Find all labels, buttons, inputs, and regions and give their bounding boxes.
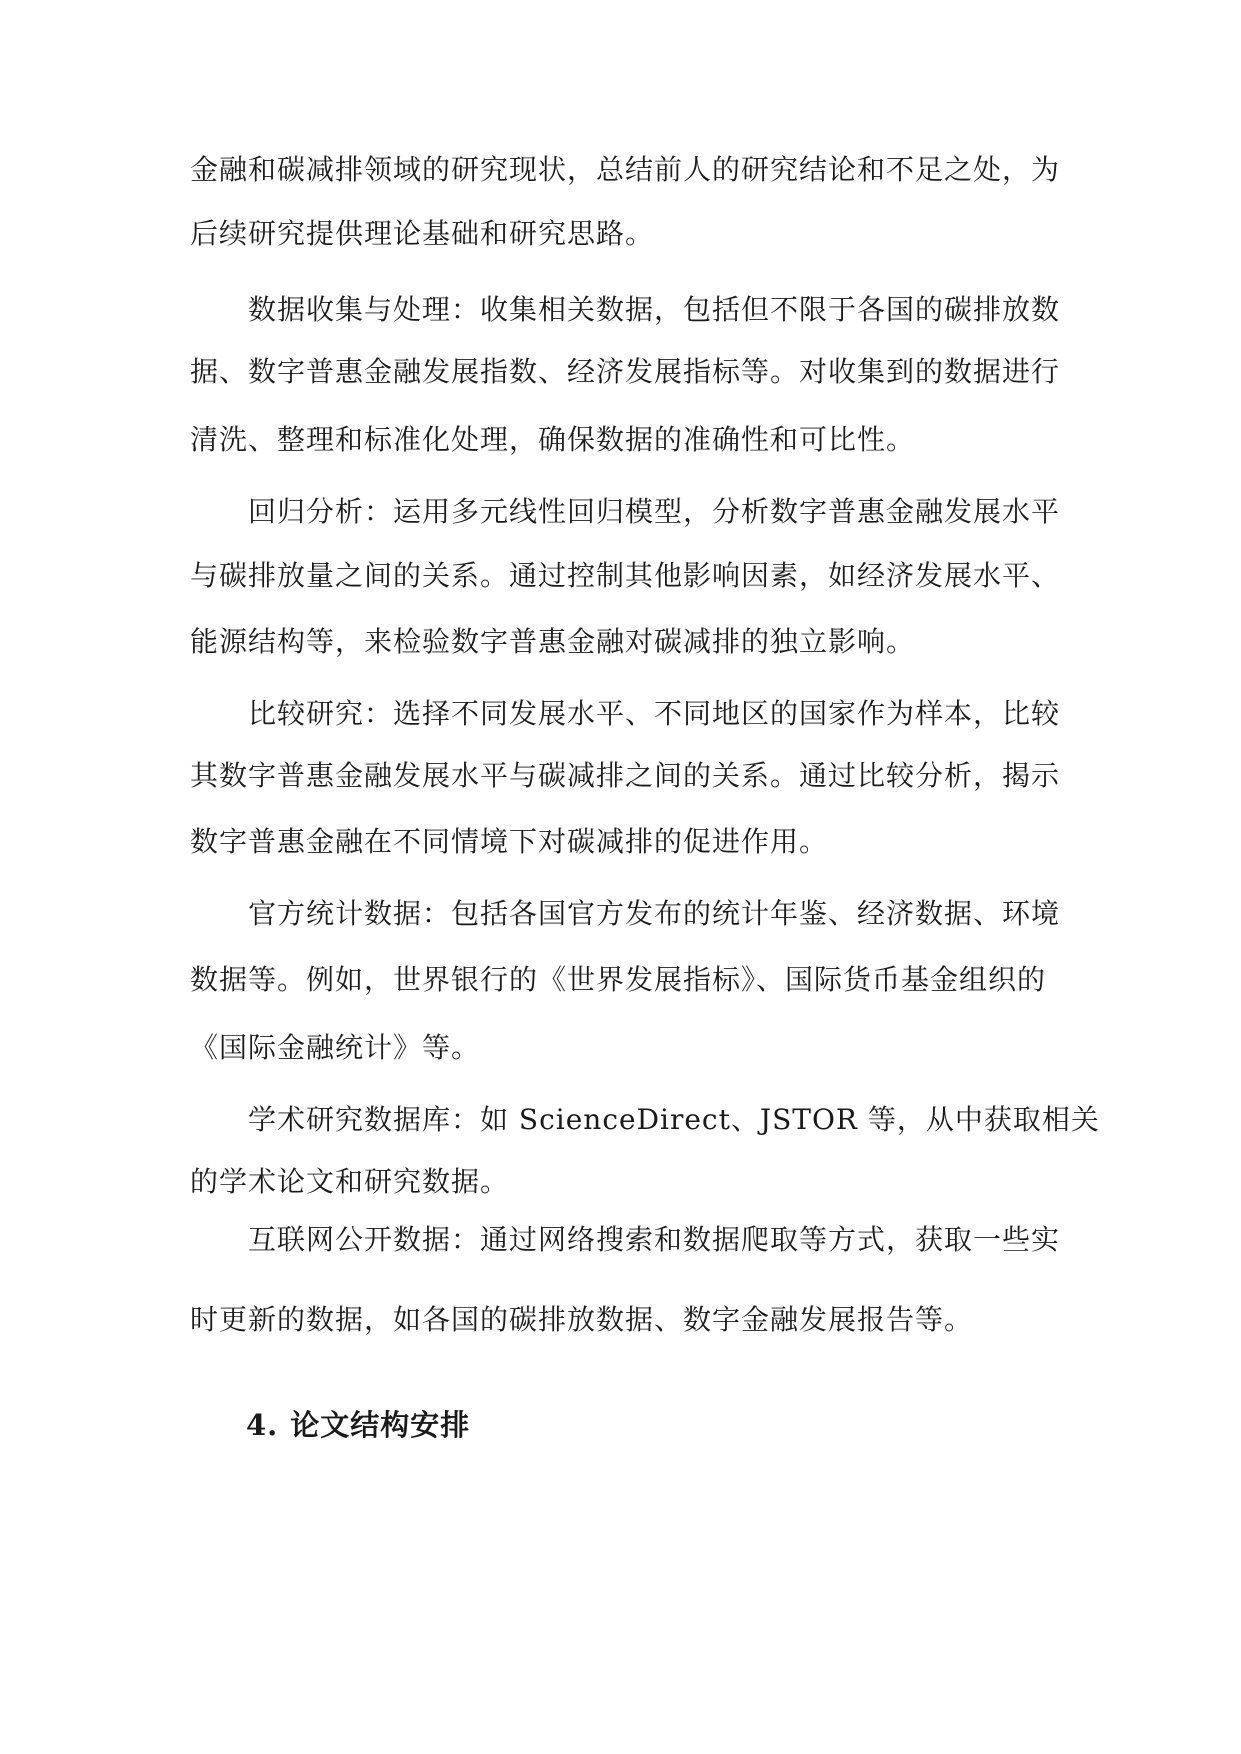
paragraph-line: 数字普惠金融在不同情境下对碳减排的促进作用。: [190, 825, 829, 858]
paragraph-line: 互联网公开数据：通过网络搜索和数据爬取等方式，获取一些实: [248, 1223, 1061, 1256]
paragraph-line: 数据等。例如，世界银行的《世界发展指标》、国际货币基金组织的: [190, 963, 1047, 996]
paragraph-line: 金融和碳减排领域的研究现状，总结前人的研究结论和不足之处，为: [190, 153, 1061, 186]
paragraph-line: 能源结构等，来检验数字普惠金融对碳减排的独立影响。: [190, 625, 916, 658]
section-title: 论文结构安排: [290, 1408, 471, 1442]
paragraph-line: 比较研究：选择不同发展水平、不同地区的国家作为样本，比较: [248, 697, 1061, 730]
paragraph-line: 其数字普惠金融发展水平与碳减排之间的关系。通过比较分析，揭示: [190, 759, 1061, 792]
paragraph-line: 的学术论文和研究数据。: [190, 1165, 510, 1198]
paragraph-line: 时更新的数据，如各国的碳排放数据、数字金融发展报告等。: [190, 1303, 974, 1336]
paragraph-line: 官方统计数据：包括各国官方发布的统计年鉴、经济数据、环境: [248, 897, 1061, 930]
section-number: 4.: [246, 1408, 279, 1442]
paragraph-line: 后续研究提供理论基础和研究思路。: [190, 217, 655, 250]
section-heading: [246, 1405, 470, 1445]
paragraph-line: 《国际金融统计》等。: [190, 1031, 481, 1064]
paragraph-line: 清洗、整理和标准化处理，确保数据的准确性和可比性。: [190, 423, 916, 456]
paragraph-line: 回归分析：运用多元线性回归模型，分析数字普惠金融发展水平: [248, 495, 1061, 528]
paragraph-line: 学术研究数据库：如 ScienceDirect、JSTOR 等，从中获取相关: [248, 1103, 1100, 1136]
paragraph-line: 与碳排放量之间的关系。通过控制其他影响因素，如经济发展水平、: [190, 559, 1061, 592]
paragraph-line: 数据收集与处理：收集相关数据，包括但不限于各国的碳排放数: [248, 293, 1061, 326]
paragraph-line: 据、数字普惠金融发展指数、经济发展指标等。对收集到的数据进行: [190, 355, 1061, 388]
